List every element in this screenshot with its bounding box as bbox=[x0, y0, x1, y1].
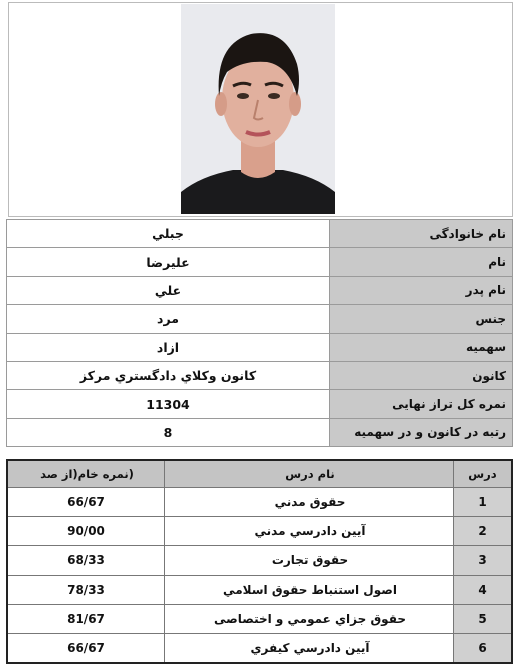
father-name-label: نام پدر bbox=[330, 276, 513, 304]
subject-score: 90/00 bbox=[8, 517, 165, 546]
subject-number-column-header: درس bbox=[454, 461, 511, 488]
info-row-family-name bbox=[7, 220, 513, 248]
subject-name: حقوق جزاي عمومي و اختصاصی bbox=[165, 605, 454, 634]
info-row-father-name bbox=[7, 276, 513, 304]
subject-score: 81/67 bbox=[8, 605, 165, 634]
bar-association-label: کانون bbox=[330, 361, 513, 389]
table-row bbox=[8, 517, 511, 546]
table-row bbox=[8, 488, 511, 517]
subject-score: 66/67 bbox=[8, 634, 165, 662]
family-name-label: نام خانوادگی bbox=[330, 220, 513, 248]
table-row bbox=[8, 546, 511, 575]
info-row-gender bbox=[7, 305, 513, 333]
quota-value: ازاد bbox=[7, 333, 330, 361]
info-row-first-name bbox=[7, 248, 513, 276]
candidate-info-table bbox=[6, 219, 513, 447]
total-score-value: 11304 bbox=[7, 390, 330, 418]
subject-number: 5 bbox=[454, 605, 511, 634]
subject-name: حقوق مدني bbox=[165, 488, 454, 517]
rank-value: 8 bbox=[7, 418, 330, 446]
subject-number: 4 bbox=[454, 576, 511, 605]
father-name-value: علي bbox=[7, 276, 330, 304]
subjects-header-row bbox=[8, 461, 511, 488]
subjects-table bbox=[6, 459, 513, 664]
bar-association-value: كانون وكلاي دادگستري مركز bbox=[7, 361, 330, 389]
first-name-value: عليرضا bbox=[7, 248, 330, 276]
subject-name: حقوق تجارت bbox=[165, 546, 454, 575]
total-score-label: نمره کل تراز نهایی bbox=[330, 390, 513, 418]
subject-number: 1 bbox=[454, 488, 511, 517]
table-row bbox=[8, 605, 511, 634]
subject-number: 6 bbox=[454, 634, 511, 662]
subject-name: آيين دادرسي مدني bbox=[165, 517, 454, 546]
gender-value: مرد bbox=[7, 305, 330, 333]
quota-label: سهمیه bbox=[330, 333, 513, 361]
info-row-quota bbox=[7, 333, 513, 361]
info-row-rank bbox=[7, 418, 513, 446]
rank-label: رتبه در کانون و در سهمیه bbox=[330, 418, 513, 446]
subject-score: 68/33 bbox=[8, 546, 165, 575]
info-row-bar-association bbox=[7, 361, 513, 389]
portrait-photo-icon bbox=[181, 4, 335, 214]
subject-number: 2 bbox=[454, 517, 511, 546]
gender-label: جنس bbox=[330, 305, 513, 333]
subject-name: اصول استنباط حقوق اسلامي bbox=[165, 576, 454, 605]
portrait-photo bbox=[181, 4, 335, 214]
table-row bbox=[8, 634, 511, 662]
subject-name: آيين دادرسي كيفري bbox=[165, 634, 454, 662]
subject-score: 78/33 bbox=[8, 576, 165, 605]
subject-name-column-header: نام درس bbox=[165, 461, 454, 488]
family-name-value: جبلي bbox=[7, 220, 330, 248]
info-row-total-score bbox=[7, 390, 513, 418]
table-row bbox=[8, 576, 511, 605]
subject-score: 66/67 bbox=[8, 488, 165, 517]
subject-number: 3 bbox=[454, 546, 511, 575]
first-name-label: نام bbox=[330, 248, 513, 276]
score-column-header: (نمره خام(از صد bbox=[8, 461, 165, 488]
